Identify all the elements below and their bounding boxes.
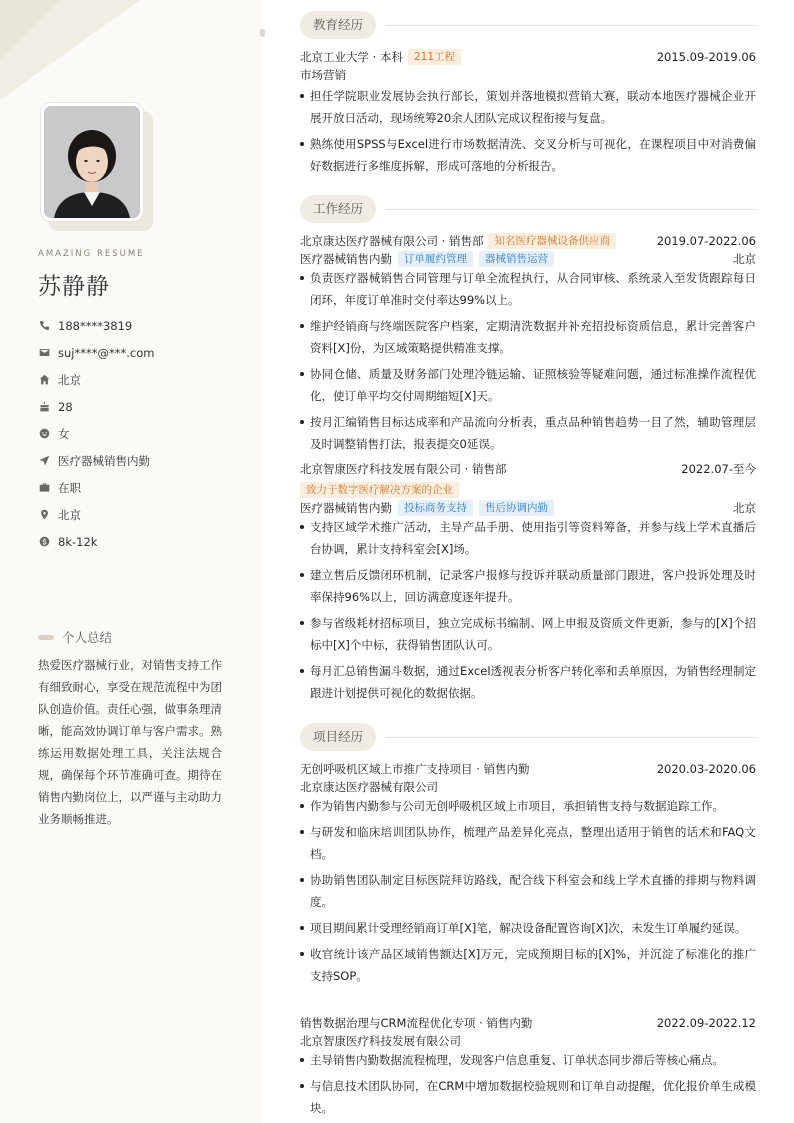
job-bullets (300, 267, 756, 459)
job-city: 北京 (733, 501, 756, 515)
info-target-role (38, 447, 154, 474)
list-item: 参与省级耗材招标项目，独立完成标书编制、网上申报及资质文件更新，参与的[X]个招标中[X]个中标，获得销售团队认可。 (300, 612, 756, 656)
target-role-text: 医疗器械销售内勤 (58, 453, 150, 468)
education-date: 2015.09-2019.06 (656, 50, 756, 64)
project-org-row (300, 1032, 756, 1050)
info-target-city (38, 501, 154, 528)
project-org: 北京智康医疗科技发展有限公司 (300, 1034, 461, 1048)
list-item: 建立售后反馈闭环机制，记录客户报修与投诉并联动质量部门跟进，客户投诉处理及时率保持96%以上，回访满意度逐年提升。 (300, 564, 756, 608)
corner-decoration-inner (0, 0, 60, 60)
info-email (38, 339, 154, 366)
info-status (38, 474, 154, 501)
job-role-row (300, 499, 756, 517)
list-item: 收官统计该产品区域销售额达[X]万元，完成预期目标的[X]%，并沉淀了标准化的推广支持SOP。 (300, 943, 756, 987)
briefcase-icon (38, 482, 50, 494)
list-item: 负责医疗器械销售合同管理与订单全流程执行，从合同审核、系统录入至发货跟踪每日闭环，年度订单准时交付率达99%以上。 (300, 267, 756, 311)
list-item: 担任学院职业发展协会执行部长，策划并落地模拟营销大赛，联动本地医疗器械企业开展开放日活动，现场统筹20余人团队完成议程衔接与复盘。 (300, 85, 756, 129)
job-company-row (300, 460, 756, 478)
school-name: 北京工业大学 · 本科 (300, 50, 403, 64)
send-icon (38, 455, 50, 467)
job-date: 2022.07-至今 (681, 462, 756, 476)
list-item: 与信息技术团队协同，在CRM中增加数据校验规则和订单自动提醒，优化报价单生成模块。 (300, 1075, 756, 1119)
target-city-text: 北京 (58, 507, 81, 522)
list-item: 作为销售内勤参与公司无创呼吸机区域上市项目，承担销售支持与数据追踪工作。 (300, 795, 756, 817)
job-company-tag-row (300, 481, 756, 499)
project-name-row (300, 1014, 756, 1032)
info-salary (38, 528, 154, 555)
section-projects-title: 项目经历 (300, 723, 376, 751)
section-work-title: 工作经历 (300, 195, 376, 223)
job-bullets (300, 516, 756, 708)
project-bullets (300, 795, 756, 991)
job-role-row (300, 250, 756, 268)
list-item: 每月汇总销售漏斗数据，通过Excel透视表分析客户转化率和丢单原因，为销售经理制定跟进计划提供可视化的数据依据。 (300, 660, 756, 704)
company-tag: 知名医疗器械设备供应商 (488, 233, 616, 249)
tagline: AMAZING RESUME (38, 249, 145, 259)
job-role: 医疗器械销售内勤 (300, 252, 392, 266)
list-item: 按月汇编销售目标达成率和产品流向分析表，重点品种销售趋势一目了然，辅助管理层及时调整销售打法，报表提交0延误。 (300, 411, 756, 455)
list-item: 支持区域学术推广活动，主导产品手册、使用指引等资料筹备，并参与线上学术直播后台协调，累计支持科室会[X]场。 (300, 516, 756, 560)
major: 市场营销 (300, 68, 346, 82)
role-tag: 器械销售运营 (479, 251, 554, 267)
education-major-row (300, 66, 756, 84)
project-org: 北京康达医疗器械有限公司 (300, 780, 438, 794)
job-role: 医疗器械销售内勤 (300, 501, 392, 515)
role-tag: 售后协调内勤 (479, 500, 554, 516)
project-org-row (300, 778, 756, 796)
education-bullets (300, 85, 756, 181)
project-name: 销售数据治理与CRM流程优化专项 · 销售内勤 (300, 1016, 533, 1030)
section-divider (386, 25, 756, 26)
role-tag: 订单履约管理 (398, 251, 473, 267)
list-item: 协同仓储、质量及财务部门处理冷链运输、证照核验等疑难问题，通过标准操作流程优化，使订单平均交付周期缩短[X]天。 (300, 363, 756, 407)
summary-title: 个人总结 (62, 630, 113, 645)
summary-marker (38, 635, 54, 640)
list-item: 主导销售内勤数据流程梳理，发现客户信息重复、订单状态同步滞后等核心痛点。 (300, 1049, 756, 1071)
contact-info-list (38, 312, 154, 555)
salary-text: 8k-12k (58, 534, 98, 549)
home-icon (38, 374, 50, 386)
phone-icon (38, 320, 50, 332)
job-company: 北京康达医疗器械有限公司 · 销售部 (300, 234, 484, 248)
phone-text: 188****3819 (58, 318, 133, 333)
summary-heading (38, 628, 112, 646)
sidebar-edge-decoration (260, 29, 265, 37)
info-age (38, 393, 154, 420)
age-text: 28 (58, 399, 73, 414)
list-item: 协助销售团队制定目标医院拜访路线，配合线下科室会和线上学术直播的排期与物料调度。 (300, 869, 756, 913)
home-text: 北京 (58, 372, 81, 387)
sidebar (0, 0, 262, 1123)
section-education-title: 教育经历 (300, 11, 376, 39)
mail-icon (38, 347, 50, 359)
salary-icon (38, 536, 50, 548)
section-projects-header (300, 723, 756, 751)
job-company: 北京智康医疗科技发展有限公司 · 销售部 (300, 462, 507, 476)
list-item: 熟练使用SPSS与Excel进行市场数据清洗、交叉分析与可视化，在课程项目中对消费偏好数据进行多维度拆解，形成可落地的分析报告。 (300, 133, 756, 177)
section-divider (386, 209, 756, 210)
candidate-name: 苏静静 (38, 274, 110, 300)
section-divider (386, 737, 756, 738)
job-city: 北京 (733, 252, 756, 266)
avatar-photo (41, 103, 143, 221)
info-gender (38, 420, 154, 447)
section-work-header (300, 195, 756, 223)
summary-text: 热爱医疗器械行业，对销售支持工作有细致耐心，享受在规范流程中为团队创造价值。责任心强，做事条理清晰，能高效协调订单与客户需求。熟练运用数据处理工具，关注法规合规，确保每个环节准确可查。期待在销售内勤岗位上，以严谨与主动助力业务顺畅推进。 (38, 658, 222, 826)
info-phone (38, 312, 154, 339)
cake-icon (38, 401, 50, 413)
email-text: suj****@***.com (58, 345, 155, 360)
info-home (38, 366, 154, 393)
project-bullets (300, 1049, 756, 1123)
job-date: 2019.07-2022.06 (656, 234, 756, 248)
status-text: 在职 (58, 480, 81, 495)
project-name: 无创呼吸机区域上市推广支持项目 · 销售内勤 (300, 762, 530, 776)
project-date: 2022.09-2022.12 (656, 1016, 756, 1030)
gender-text: 女 (58, 426, 70, 441)
role-tag: 投标商务支持 (398, 500, 473, 516)
school-tag: 211工程 (408, 49, 461, 65)
person-portrait-icon (44, 106, 140, 218)
project-date: 2020.03-2020.06 (656, 762, 756, 776)
education-school-row (300, 48, 756, 66)
list-item: 维护经销商与终端医院客户档案，定期清洗数据并补充招投标资质信息，累计完善客户资料[X]份，为区域策略提供精准支撑。 (300, 315, 756, 359)
section-education-header (300, 11, 756, 39)
job-company-row (300, 232, 756, 250)
location-pin-icon (38, 509, 50, 521)
project-name-row (300, 760, 756, 778)
list-item: 项目期间累计受理经销商订单[X]笔，解决设备配置咨询[X]次，未发生订单履约延误。 (300, 917, 756, 939)
list-item: 与研发和临床培训团队协作，梳理产品差异化亮点，整理出适用于销售的话术和FAQ文档。 (300, 821, 756, 865)
gender-icon (38, 428, 50, 440)
company-tag: 致力于数字医疗解决方案的企业 (300, 482, 459, 498)
